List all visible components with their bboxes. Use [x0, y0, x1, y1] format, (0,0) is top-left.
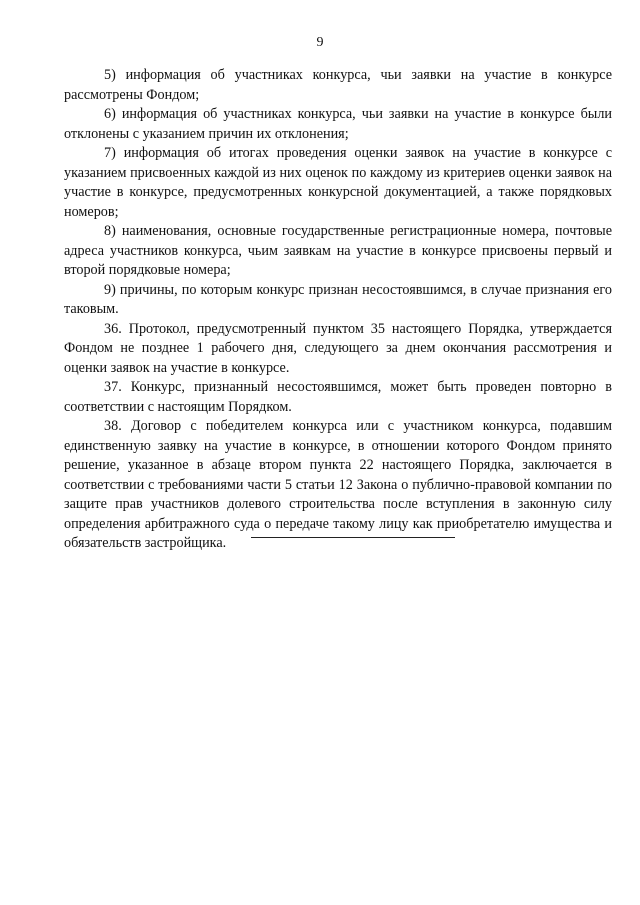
paragraph-clause-37: 37. Конкурс, признанный несостоявшимся, может быть проведен повторно в соответствии с настоящим Порядком. — [64, 379, 612, 415]
paragraph-item-7: 7) информация об итогах проведения оценки заявок на участие в конкурсе с указанием присвоенных каждой из них оценок по каждому из критериев оценки заявок на участие в конкурсе, предусмотренных конкурсной документацией, а также порядковых номеров; — [64, 145, 612, 220]
paragraph-clause-38: 38. Договор с победителем конкурса или с участником конкурса, подавшим единственную заявку на участие в конкурсе, в отношении которого Фондом принято решение, указанное в абзаце втором пункта 22 настоящего Порядка, заключается в соответствии с требованиями части 5 статьи 12 Закона о публично-правовой компании по защите прав участников долевого строительства после вступления в законную силу определения арбитражного суда о передаче такому лицу как приобретателю имущества и обязательств застройщика. — [64, 418, 612, 551]
paragraph-item-8: 8) наименования, основные государственные регистрационные номера, почтовые адреса участников конкурса, чьим заявкам на участие в конкурсе присвоены первый и второй порядковые номера; — [64, 223, 612, 278]
paragraph-item-6: 6) информация об участниках конкурса, чьи заявки на участие в конкурсе были отклонены с указанием причин их отклонения; — [64, 106, 612, 142]
end-divider-line — [251, 537, 455, 538]
page-number: 9 — [316, 35, 324, 50]
paragraph-item-5: 5) информация об участниках конкурса, чьи заявки на участие в конкурсе рассмотрены Фондом; — [64, 67, 612, 103]
paragraph-clause-36: 36. Протокол, предусмотренный пунктом 35 настоящего Порядка, утверждается Фондом не позднее 1 рабочего дня, следующего за днем окончания рассмотрения и оценки заявок на участие в конкурсе. — [64, 320, 612, 376]
paragraph-item-9: 9) причины, по которым конкурс признан несостоявшимся, в случае признания его таковым. — [64, 281, 612, 317]
document-body — [64, 66, 612, 554]
